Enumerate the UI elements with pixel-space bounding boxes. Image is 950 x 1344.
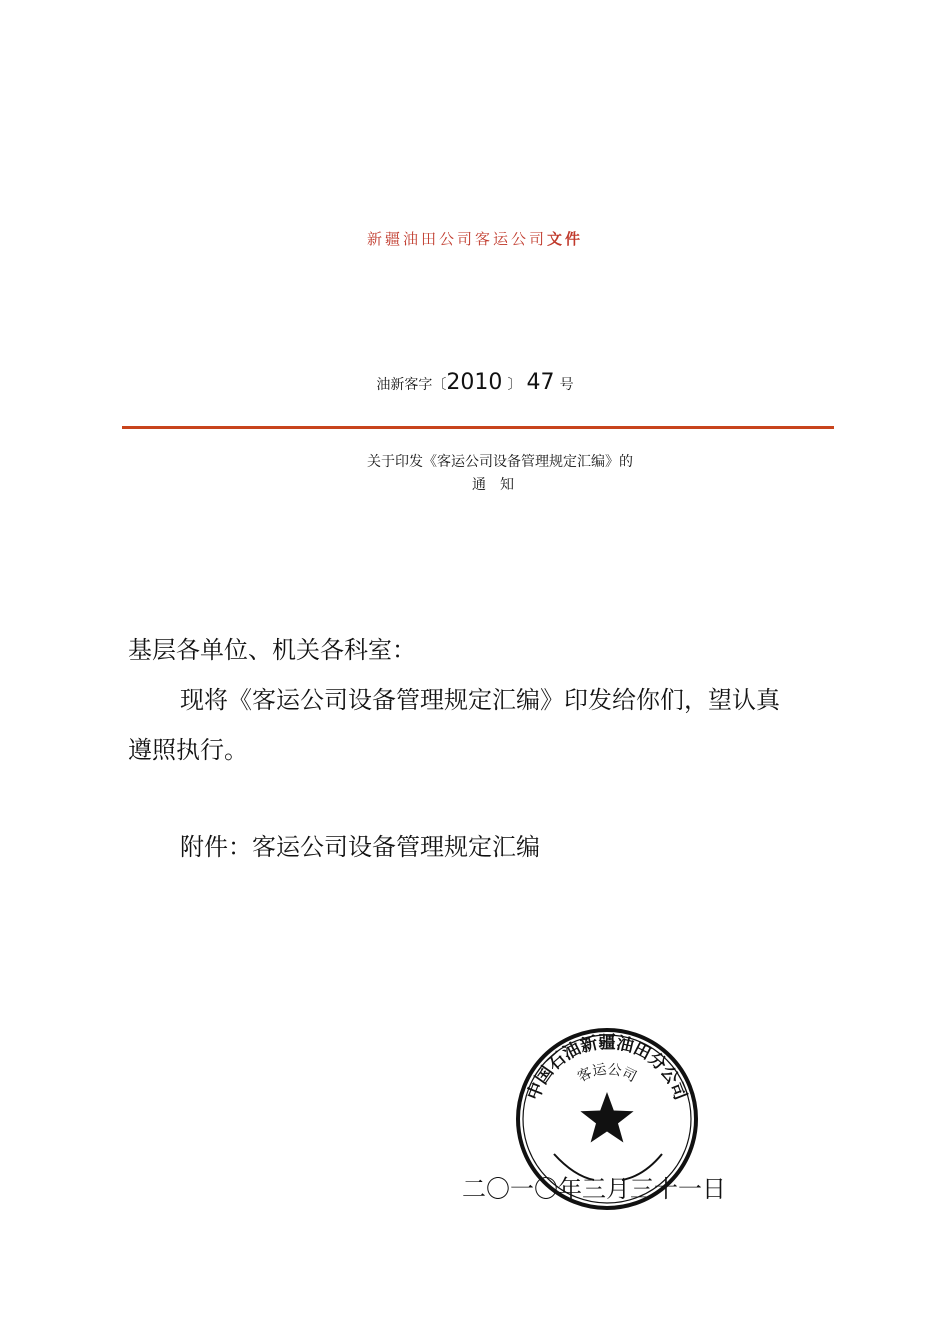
doc-number-value: 47: [526, 370, 555, 395]
seal-star-icon: [580, 1092, 633, 1143]
doc-number-left-bracket: 〔: [432, 377, 447, 393]
doc-number-right-bracket: 〕: [507, 377, 522, 393]
document-number: [0, 370, 950, 395]
header-title-suffix: 文件: [547, 230, 584, 248]
notice-title-line-1: 关于印发《客运公司设备管理规定汇编》的: [367, 454, 633, 470]
document-header-title: [0, 228, 950, 249]
body-paragraph-line-2: 遵照执行。: [128, 736, 248, 764]
doc-number-prefix: 油新客字: [376, 377, 433, 393]
seal-inner-text: 客运公司: [575, 1061, 639, 1086]
notice-title-line-2: 通知: [472, 477, 528, 493]
red-header-rule: [122, 426, 834, 429]
body-paragraph-line-1: 现将《客运公司设备管理规定汇编》印发给你们，望认真: [180, 686, 780, 714]
salutation: 基层各单位、机关各科室：: [128, 636, 416, 664]
seal-outer-text: 中国石油新疆油田分公司: [523, 1032, 691, 1103]
document-date: 二〇一〇年三月三十一日: [462, 1175, 726, 1203]
doc-number-year: 2010: [446, 370, 503, 395]
header-title-prefix: 新疆油田公司客运公司: [366, 230, 547, 248]
attachment-line: 附件：客运公司设备管理规定汇编: [180, 833, 540, 861]
doc-number-suffix: 号: [559, 377, 574, 393]
